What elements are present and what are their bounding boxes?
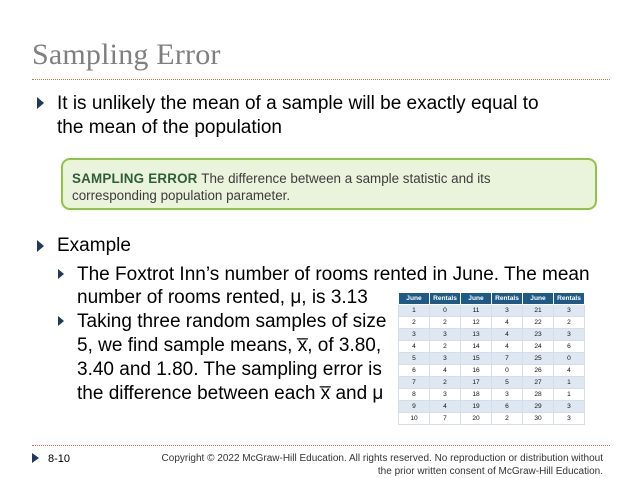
page-number: 8-10 [48,453,71,465]
table-cell: 4 [492,317,523,329]
table-cell: 19 [461,401,492,413]
footer-divider [32,445,610,446]
table-cell: 24 [523,341,554,353]
table-row [399,389,585,401]
table-cell: 28 [523,389,554,401]
example-heading: Example [57,235,131,256]
table-header-row [399,293,585,305]
copyright-line: Copyright © 2022 McGraw-Hill Education. All rights reserved. No reproduction or distribution without [161,453,603,464]
sub-bullet-line: number of rooms rented, μ, is 3.13 [77,287,368,308]
bullet-line: the mean of the population [57,117,283,138]
footer-arrow-icon [32,453,39,463]
table-cell: 4 [554,365,585,377]
table-header-cell: June [461,293,492,305]
table-cell: 8 [399,389,430,401]
table-cell: 4 [492,341,523,353]
definition-text: corresponding population parameter. [72,188,291,203]
table-cell: 2 [554,317,585,329]
table-cell: 12 [461,317,492,329]
copyright-line: the prior written consent of McGraw-Hill Education. [377,466,603,477]
table-row [399,377,585,389]
table-cell: 7 [492,353,523,365]
sub-bullet-line: The Foxtrot Inn’s number of rooms rented in June. The mean [77,264,590,285]
table-cell: 3 [554,305,585,317]
rentals-table [398,292,585,425]
table-cell: 15 [461,353,492,365]
table-cell: 1 [554,377,585,389]
table-cell: 17 [461,377,492,389]
table-header-cell: June [523,293,554,305]
table-cell: 30 [523,413,554,425]
table-header-cell: Rentals [430,293,461,305]
sub-bullet-line: the difference between each x̅ and μ [77,383,384,404]
table-cell: 0 [492,365,523,377]
table-cell: 3 [492,305,523,317]
table-cell: 2 [430,317,461,329]
table-cell: 3 [430,329,461,341]
table-row [399,401,585,413]
table-row [399,413,585,425]
table-cell: 29 [523,401,554,413]
table-cell: 1 [554,389,585,401]
table-cell: 6 [492,401,523,413]
table-header-cell: Rentals [554,293,585,305]
bullet-arrow-icon [37,240,44,252]
table-cell: 3 [554,329,585,341]
table-header-cell: June [399,293,430,305]
table-cell: 11 [461,305,492,317]
table-row [399,317,585,329]
table-cell: 7 [430,413,461,425]
table-row [399,365,585,377]
table-cell: 6 [554,341,585,353]
table-row [399,329,585,341]
sub-bullet-line: 3.40 and 1.80. The sampling error is [77,359,382,380]
definition-term: SAMPLING ERROR [72,171,198,186]
table-cell: 3 [554,413,585,425]
table-cell: 16 [461,365,492,377]
table-cell: 9 [399,401,430,413]
table-cell: 1 [399,305,430,317]
bullet-arrow-icon [37,97,44,109]
table-header-cell: Rentals [492,293,523,305]
title-divider [32,79,610,80]
table-cell: 23 [523,329,554,341]
table-cell: 20 [461,413,492,425]
table-row [399,353,585,365]
copyright-notice [160,452,603,478]
sub-bullet-line: Taking three random samples of size [77,311,387,332]
table-cell: 3 [430,353,461,365]
table-cell: 14 [461,341,492,353]
table-cell: 3 [554,401,585,413]
table-cell: 0 [554,353,585,365]
definition-box [61,158,597,210]
table-cell: 5 [399,353,430,365]
table-cell: 2 [399,317,430,329]
table-cell: 3 [399,329,430,341]
table-cell: 0 [430,305,461,317]
sub-bullet-line: 5, we find sample means, x̅, of 3.80, [77,335,382,356]
slide-title: Sampling Error [32,38,221,71]
table-cell: 2 [430,377,461,389]
table-cell: 22 [523,317,554,329]
table-row [399,341,585,353]
table-cell: 6 [399,365,430,377]
table-cell: 7 [399,377,430,389]
table-cell: 27 [523,377,554,389]
definition-text: The difference between a sample statistic and its [201,171,491,186]
table-cell: 3 [492,389,523,401]
table-cell: 2 [492,413,523,425]
table-cell: 4 [430,365,461,377]
table-cell: 2 [430,341,461,353]
sub-bullet-arrow-icon [58,269,64,279]
table-cell: 5 [492,377,523,389]
table-cell: 4 [399,341,430,353]
table-cell: 13 [461,329,492,341]
table-cell: 18 [461,389,492,401]
table-cell: 26 [523,365,554,377]
table-cell: 21 [523,305,554,317]
table-cell: 25 [523,353,554,365]
table-cell: 4 [430,401,461,413]
bullet-line: It is unlikely the mean of a sample will be exactly equal to [57,93,539,114]
table-cell: 3 [430,389,461,401]
table-cell: 10 [399,413,430,425]
sub-bullet-arrow-icon [58,316,64,326]
table-row [399,305,585,317]
table-cell: 4 [492,329,523,341]
